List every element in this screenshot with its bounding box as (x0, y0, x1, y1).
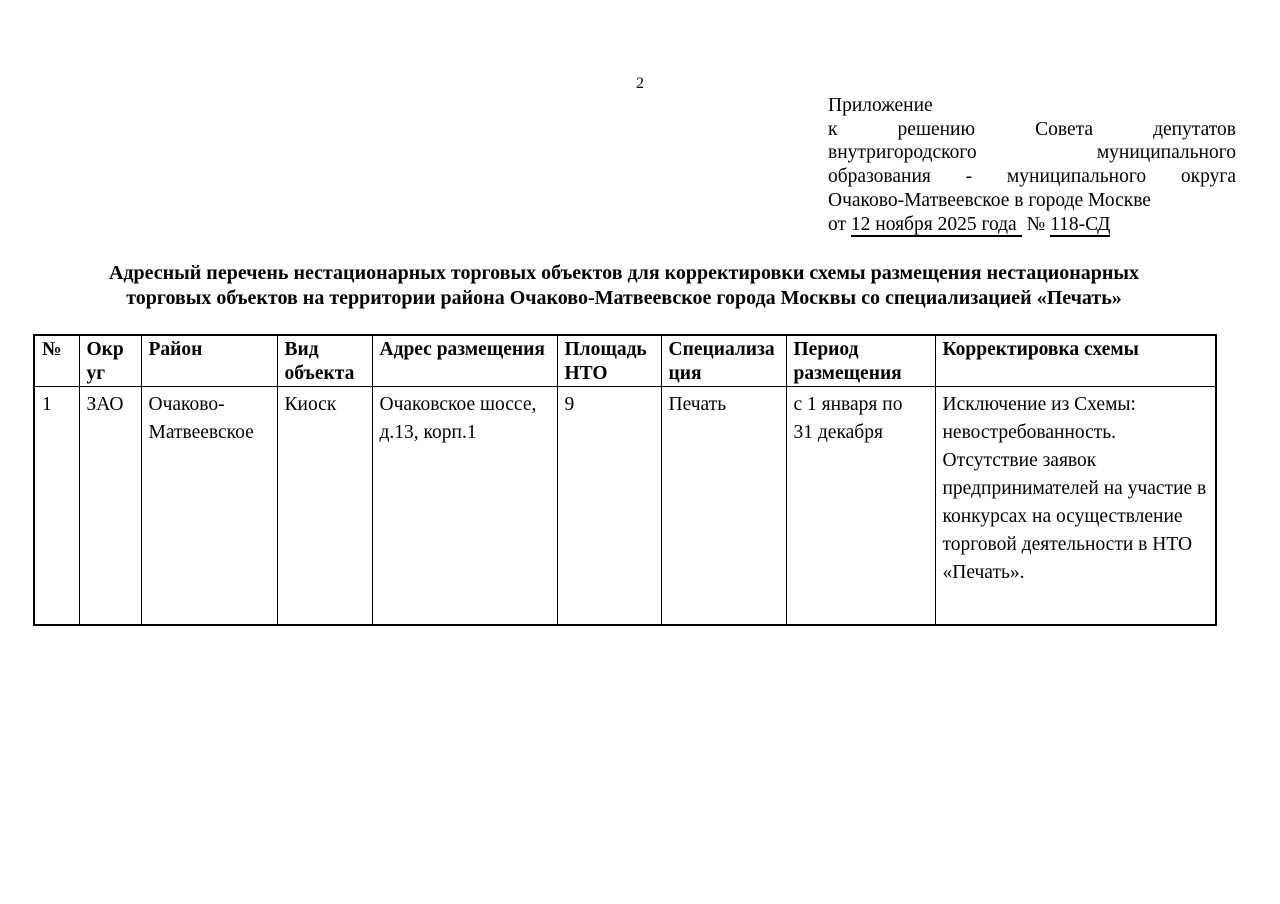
cell-adres: Очаковское шоссе, д.13, корп.1 (372, 387, 557, 625)
cell-vid-obekta: Киоск (277, 387, 372, 625)
header-cell-rayon: Район (141, 335, 277, 387)
table-row (34, 387, 1216, 625)
title-line-2: торговых объектов на территории района Очаково-Матвеевское города Москвы со специализацией «Печать» (126, 286, 1122, 309)
appendix-number-underlined: 118-СД (1050, 213, 1111, 235)
appendix-line-6 (828, 213, 1236, 237)
header-cell-num: № (34, 335, 79, 387)
cell-num: 1 (34, 387, 79, 625)
header-cell-ploshchad-nto: Площадь НТО (557, 335, 661, 387)
appendix-date-prefix: от (828, 213, 847, 235)
header-cell-specializaciya: Специализация (661, 335, 786, 387)
header-cell-period: Период размещения (786, 335, 935, 387)
nto-table (33, 334, 1217, 626)
cell-period: с 1 января по 31 декабря (786, 387, 935, 625)
appendix-line-3: внутригородского муниципального (828, 142, 1236, 164)
document-title (33, 261, 1215, 310)
cell-korrektirovka: Исключение из Схемы: невостребованность. Отсутствие заявок предпринимателей на участие в конкурсах на осуществление торговой деятельности в НТО «Печать». (935, 387, 1216, 625)
cell-rayon: Очаково-Матвеевское (141, 387, 277, 625)
cell-specializaciya: Печать (661, 387, 786, 625)
header-cell-okrug: Округ (79, 335, 141, 387)
appendix-number-sign: № (1026, 213, 1046, 235)
cell-okrug: ЗАО (79, 387, 141, 625)
appendix-line-5: Очаково-Матвеевское в городе Москве (828, 189, 1151, 211)
header-cell-vid-obekta: Вид объекта (277, 335, 372, 387)
table-header-row (34, 335, 1216, 387)
appendix-block (828, 94, 1236, 236)
cell-ploshchad-nto: 9 (557, 387, 661, 625)
appendix-line-2: к решению Совета депутатов (828, 118, 1236, 140)
header-cell-korrektirovka: Корректировка схемы (935, 335, 1216, 387)
appendix-line-4: образования - муниципального округа (828, 166, 1236, 188)
header-cell-adres: Адрес размещения (372, 335, 557, 387)
nto-table-container (33, 334, 1217, 626)
page-number: 2 (636, 75, 644, 92)
title-line-1: Адресный перечень нестационарных торговых объектов для корректировки схемы размещения нестационарных (108, 262, 1140, 284)
appendix-line-1: Приложение (828, 95, 933, 116)
appendix-date-underlined: 12 ноября 2025 года (851, 214, 1022, 237)
